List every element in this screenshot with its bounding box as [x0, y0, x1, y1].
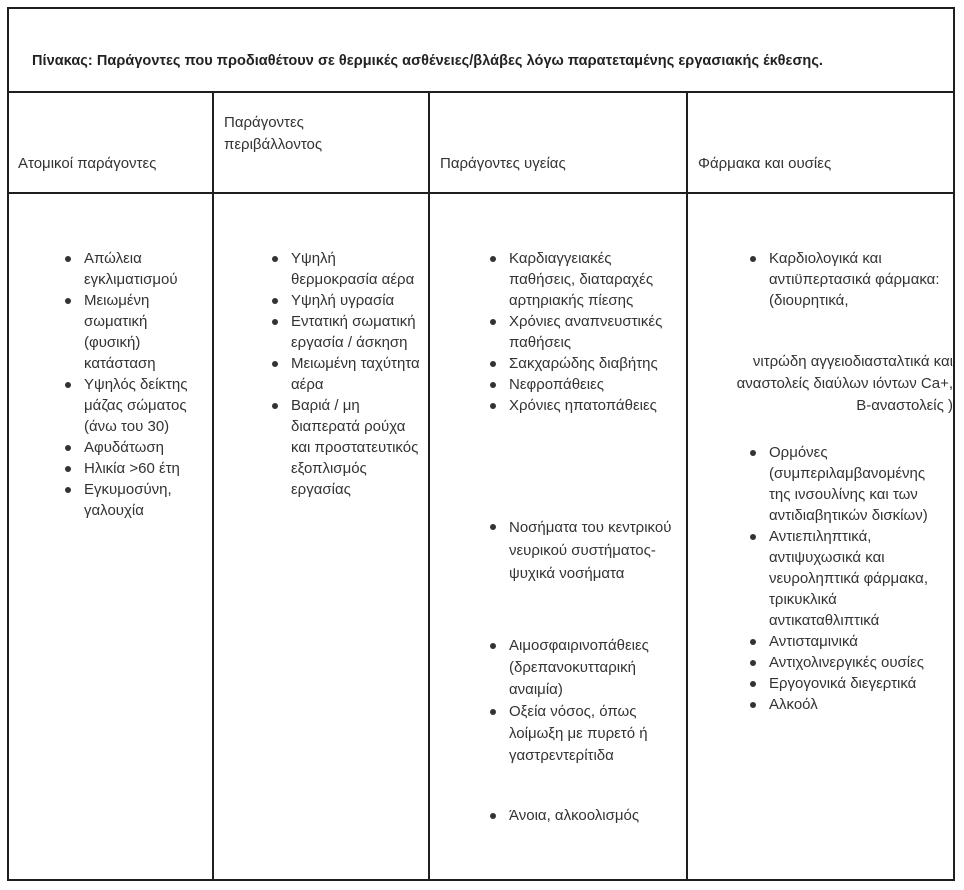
header-drugs-substances: Φάρμακα και ουσίες: [698, 155, 832, 172]
list-item: Μειωμένη σωματική (φυσική) κατάσταση: [61, 290, 206, 374]
environment-factors-list: [268, 248, 423, 500]
list-item: Εργογονικά διεγερτικά: [746, 673, 946, 694]
table-title: Πίνακας: Παράγοντες που προδιαθέτουν σε θερμικές ασθένειες/βλάβες λόγω παρατεταμένης εργασιακής έκθεσης.: [32, 53, 824, 69]
column-divider: [686, 93, 688, 879]
drugs-continuation-text: νιτρώδη αγγειοδιασταλτικά και αναστολείς διαύλων ιόντων Ca+, Β-αναστολείς ): [736, 353, 953, 414]
list-item: Μειωμένη ταχύτητα αέρα: [268, 353, 423, 395]
list-item: Νοσήματα του κεντρικού νευρικού συστήματος-ψυχικά νοσήματα: [486, 516, 681, 585]
header-divider: [9, 192, 953, 194]
list-item: Ορμόνες (συμπεριλαμβανομένης της ινσουλίνης και των αντιδιαβητικών δισκίων): [746, 442, 946, 526]
list-item: Αντιεπιληπτικά, αντιψυχωσικά και νευροληπτικά φάρμακα, τρικυκλικά αντικαταθλιπτικά: [746, 526, 946, 631]
header-environment-factors: Παράγοντες περιβάλλοντος: [224, 114, 323, 153]
health-factors-list-3: [486, 635, 681, 767]
list-item: Χρόνιες ηπατοπάθειες: [486, 395, 681, 416]
column-divider: [428, 93, 430, 879]
list-item: Βαριά / μη διαπερατά ρούχα και προστατευτικός εξοπλισμός εργασίας: [268, 395, 423, 500]
list-item: Καρδιαγγειακές παθήσεις, διαταραχές αρτηριακής πίεσης: [486, 248, 681, 311]
list-item: Αντισταμινικά: [746, 631, 946, 652]
list-item: Εγκυμοσύνη, γαλουχία: [61, 479, 206, 521]
list-item: Οξεία νόσος, όπως λοίμωξη με πυρετό ή γαστρεντερίτιδα: [486, 701, 681, 767]
health-factors-list-2: [486, 516, 681, 585]
list-item: Υψηλή υγρασία: [268, 290, 423, 311]
table-title-row: [9, 9, 953, 93]
list-item: Χρόνιες αναπνευστικές παθήσεις: [486, 311, 681, 353]
individual-factors-list: [61, 248, 206, 521]
factors-table: [7, 7, 955, 881]
list-item: Απώλεια εγκλιματισμού: [61, 248, 206, 290]
health-factors-list-1: [486, 248, 681, 416]
list-item: Ηλικία >60 έτη: [61, 458, 206, 479]
list-item: Αντιχολινεργικές ουσίες: [746, 652, 946, 673]
list-item: Αφυδάτωση: [61, 437, 206, 458]
drugs-list-2: [746, 442, 946, 715]
list-item: Αιμοσφαιρινοπάθειες (δρεπανοκυτταρική αναιμία): [486, 635, 681, 701]
header-individual-factors: Ατομικοί παράγοντες: [18, 155, 157, 172]
column-divider: [212, 93, 214, 879]
list-item: Υψηλή θερμοκρασία αέρα: [268, 248, 423, 290]
list-item: Σακχαρώδης διαβήτης: [486, 353, 681, 374]
drugs-list-1: [746, 248, 946, 311]
health-factors-list-4: [486, 805, 681, 826]
list-item: Άνοια, αλκοολισμός: [486, 805, 681, 826]
list-item: Εντατική σωματική εργασία / άσκηση: [268, 311, 423, 353]
list-item: Υψηλός δείκτης μάζας σώματος (άνω του 30): [61, 374, 206, 437]
list-item: Αλκοόλ: [746, 694, 946, 715]
list-item: Νεφροπάθειες: [486, 374, 681, 395]
list-item: Καρδιολογικά και αντιϋπερτασικά φάρμακα: (διουρητικά,: [746, 248, 946, 311]
header-health-factors: Παράγοντες υγείας: [440, 155, 566, 172]
